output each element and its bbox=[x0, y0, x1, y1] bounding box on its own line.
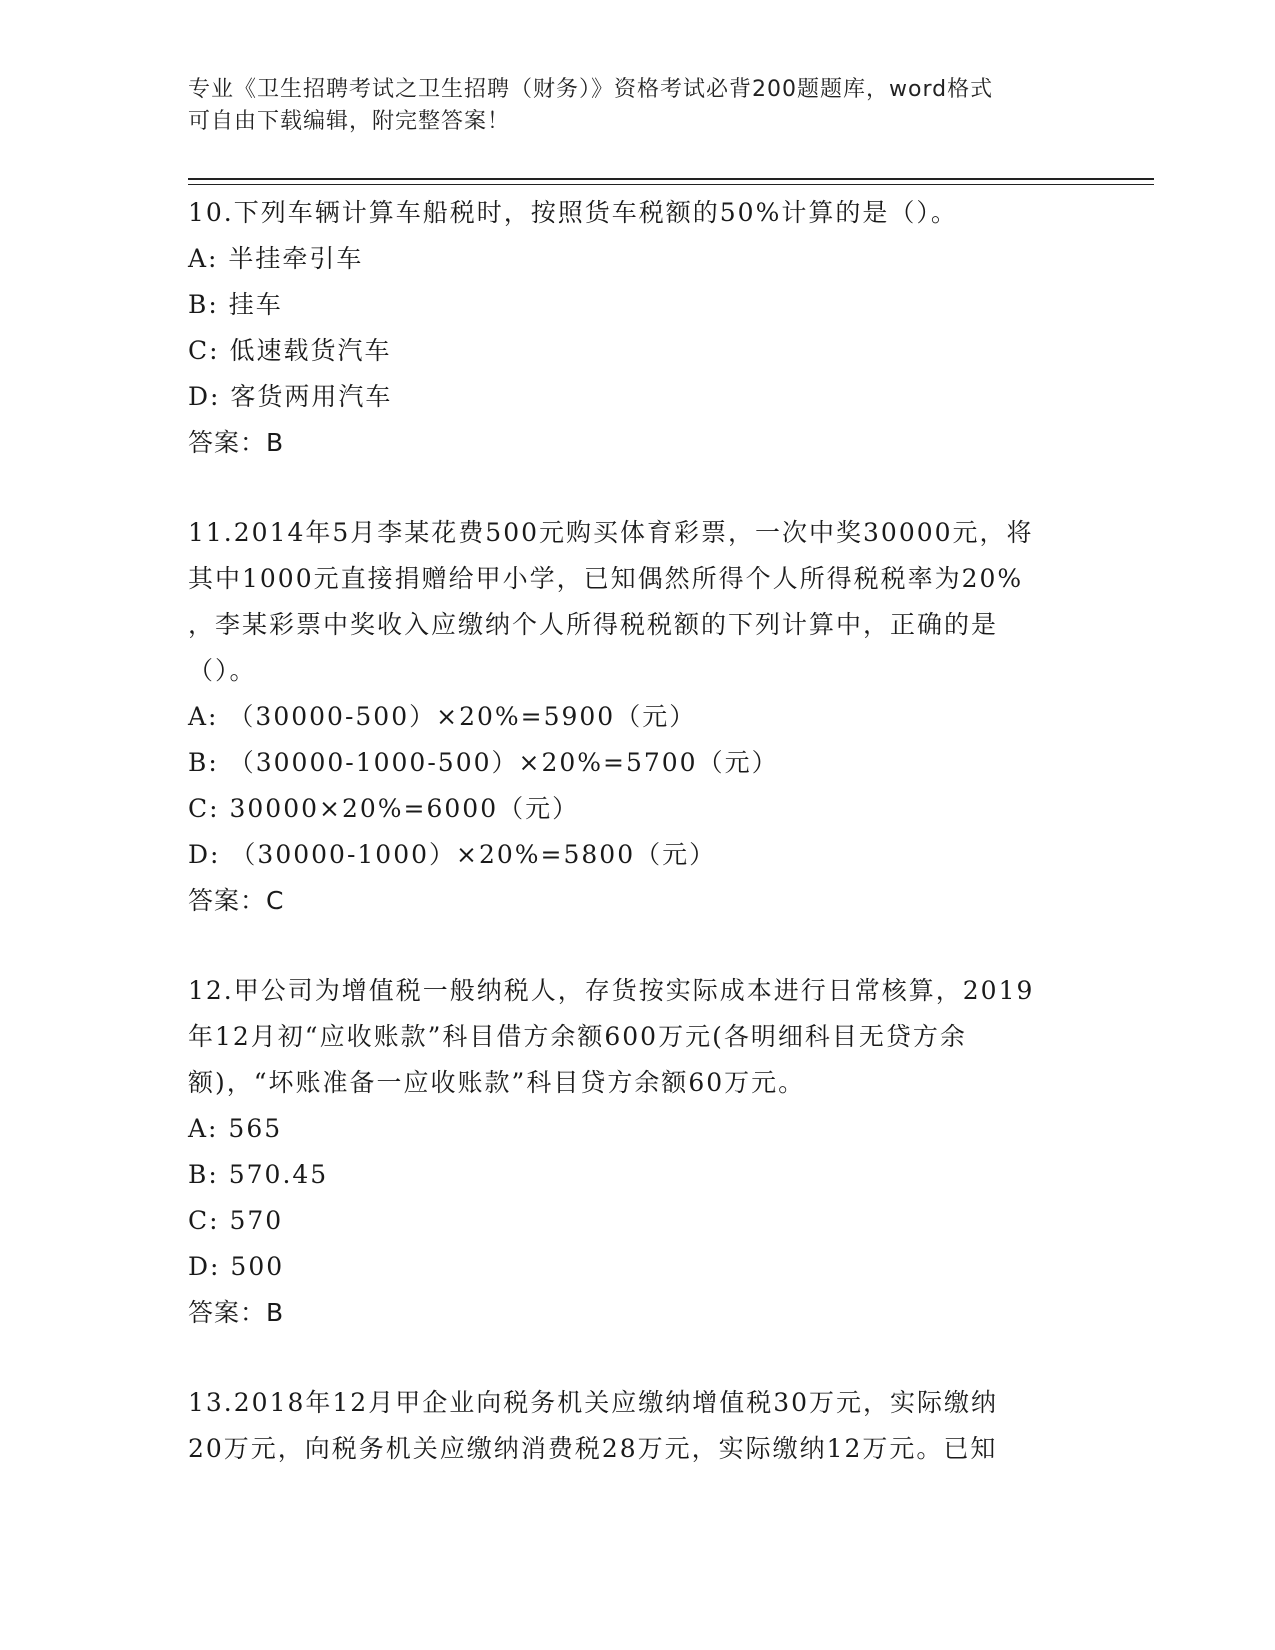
question-stem-line-3: ，李某彩票中奖收入应缴纳个人所得税税额的下列计算中，正确的是 bbox=[188, 610, 999, 639]
option-d: D: 客货两用汽车 bbox=[188, 382, 393, 411]
header-divider-thin bbox=[188, 184, 1154, 185]
header-line-1: 专业《卫生招聘考试之卫生招聘（财务）》资格考试必背200题题库，word格式 bbox=[188, 77, 994, 102]
question-stem-line-3: 额)，“坏账准备一应收账款”科目贷方余额60万元。 bbox=[188, 1068, 806, 1097]
question-stem-line-1: 13.2018年12月甲企业向税务机关应缴纳增值税30万元，实际缴纳 bbox=[188, 1388, 999, 1417]
option-c: C: 低速载货汽车 bbox=[188, 336, 392, 365]
option-a: A: （30000-500）×20%=5900（元） bbox=[188, 702, 697, 731]
option-b: B: 挂车 bbox=[188, 290, 283, 319]
question-stem-line-1: 12.甲公司为增值税一般纳税人，存货按实际成本进行日常核算，2019 bbox=[188, 976, 1035, 1005]
option-c: C: 570 bbox=[188, 1206, 284, 1235]
answer-line: 答案：B bbox=[188, 1298, 285, 1327]
question-stem-line-4: （）。 bbox=[188, 656, 257, 685]
question-stem-line-2: 其中1000元直接捐赠给甲小学，已知偶然所得个人所得税税率为20% bbox=[188, 564, 1024, 593]
option-b: B: 570.45 bbox=[188, 1160, 329, 1189]
option-a: A: 565 bbox=[188, 1114, 283, 1143]
question-stem-line-2: 20万元，向税务机关应缴纳消费税28万元，实际缴纳12万元。已知 bbox=[188, 1434, 998, 1463]
question-spacer bbox=[188, 924, 1088, 968]
option-c: C: 30000×20%=6000（元） bbox=[188, 794, 580, 823]
answer-line: 答案：C bbox=[188, 886, 285, 915]
question-13 bbox=[188, 1380, 1088, 1472]
question-11 bbox=[188, 510, 1088, 924]
header-divider-thick bbox=[188, 178, 1154, 180]
header-line-2: 可自由下载编辑，附完整答案！ bbox=[188, 109, 511, 134]
question-list bbox=[188, 190, 1088, 1472]
question-stem: 10.下列车辆计算车船税时，按照货车税额的50%计算的是（）。 bbox=[188, 198, 958, 227]
question-12 bbox=[188, 968, 1088, 1336]
document-header bbox=[188, 74, 1068, 138]
question-10 bbox=[188, 190, 1088, 466]
question-stem-line-2: 年12月初“应收账款”科目借方余额600万元(各明细科目无贷方余 bbox=[188, 1022, 967, 1051]
question-spacer bbox=[188, 1336, 1088, 1380]
option-d: D: （30000-1000）×20%=5800（元） bbox=[188, 840, 717, 869]
question-stem-line-1: 11.2014年5月李某花费500元购买体育彩票，一次中奖30000元，将 bbox=[188, 518, 1034, 547]
option-a: A: 半挂牵引车 bbox=[188, 244, 364, 273]
question-spacer bbox=[188, 466, 1088, 510]
answer-line: 答案：B bbox=[188, 428, 285, 457]
option-d: D: 500 bbox=[188, 1252, 285, 1281]
option-b: B: （30000-1000-500）×20%=5700（元） bbox=[188, 748, 779, 777]
